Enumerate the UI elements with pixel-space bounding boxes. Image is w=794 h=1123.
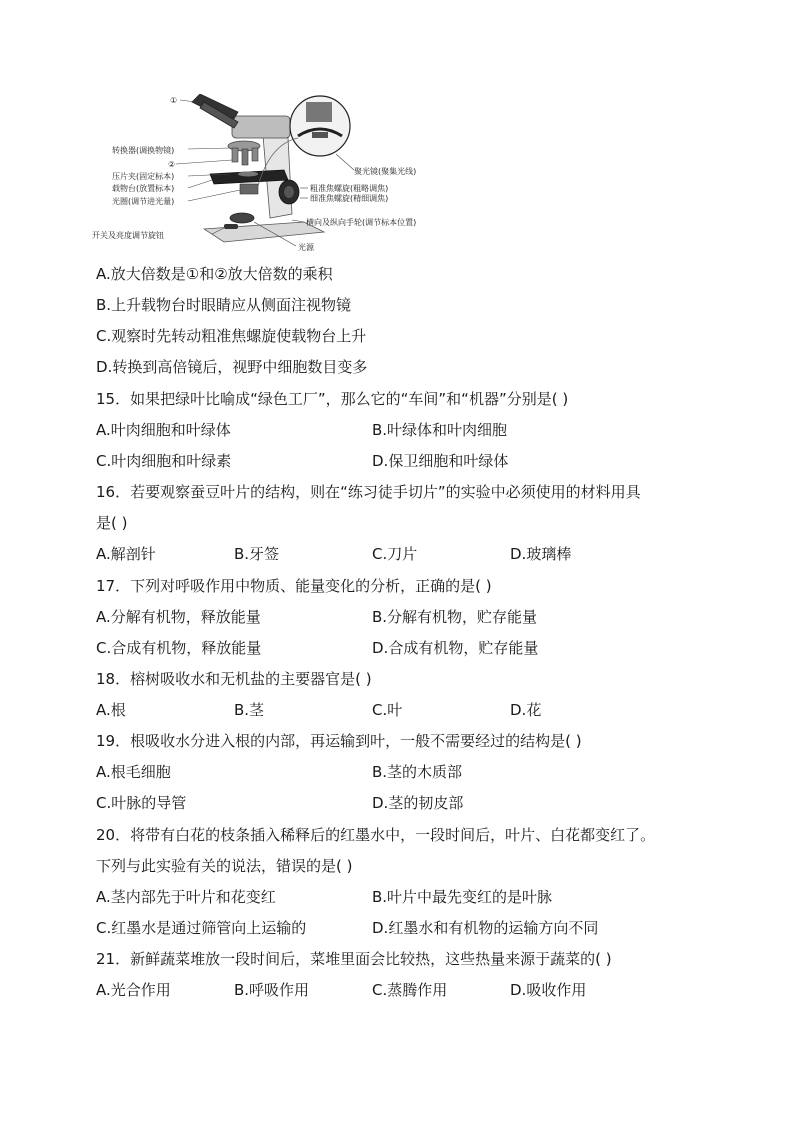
q20-option-b: B.叶片中最先变红的是叶脉 (372, 888, 553, 906)
label-stage: 载物台(放置标本) (112, 184, 175, 193)
q16-option-b: B.牙签 (234, 545, 280, 563)
q21-option-d: D.吸收作用 (510, 981, 587, 999)
q14-option-d: D.转换到高倍镜后，视野中细胞数目变多 (96, 358, 368, 376)
q19-option-d: D.茎的韧皮部 (372, 794, 464, 812)
q15-option-d: D.保卫细胞和叶绿体 (372, 452, 509, 470)
q21-option-a: A.光合作用 (96, 981, 171, 999)
label-knob: 横向及纵向手轮(调节标本位置) (306, 218, 417, 227)
q17-stem: 17．下列对呼吸作用中物质、能量变化的分析，正确的是( ) (96, 577, 492, 595)
microscope-figure (92, 94, 442, 264)
q20-option-c: C.红墨水是通过筛管向上运输的 (96, 919, 307, 937)
label-circle1: ① (170, 96, 178, 105)
q18-option-a: A.根 (96, 701, 126, 719)
q16-stem-line2: 是( ) (96, 514, 128, 532)
q16-option-a: A.解剖针 (96, 545, 156, 563)
label-clip: 压片夹(固定标本) (112, 172, 175, 181)
q14-option-b: B.上升载物台时眼睛应从侧面注视物镜 (96, 296, 352, 314)
label-fine: 细准焦螺旋(精细调焦) (310, 194, 389, 203)
q18-option-d: D.花 (510, 701, 542, 719)
q17-option-d: D.合成有机物，贮存能量 (372, 639, 539, 657)
q15-option-b: B.叶绿体和叶肉细胞 (372, 421, 508, 439)
label-aperture: 光圈(调节进光量) (112, 197, 175, 206)
label-condenser: 聚光镜(聚集光线) (354, 167, 417, 176)
label-switch: 开关及亮度调节旋钮 (92, 231, 164, 240)
q15-stem: 15．如果把绿叶比喻成“绿色工厂”，那么它的“车间”和“机器”分别是( ) (96, 390, 569, 408)
q17-option-c: C.合成有机物，释放能量 (96, 639, 262, 657)
q16-option-c: C.刀片 (372, 545, 418, 563)
q16-stem-line1: 16．若要观察蚕豆叶片的结构，则在“练习徒手切片”的实验中必须使用的材料用具 (96, 483, 641, 501)
q20-option-d: D.红墨水和有机物的运输方向不同 (372, 919, 599, 937)
q15-option-c: C.叶肉细胞和叶绿素 (96, 452, 232, 470)
q20-stem-line2: 下列与此实验有关的说法，错误的是( ) (96, 857, 353, 875)
q17-option-a: A.分解有机物，释放能量 (96, 608, 261, 626)
q21-option-c: C.蒸腾作用 (372, 981, 448, 999)
q18-option-b: B.茎 (234, 701, 265, 719)
label-light: 光源 (298, 243, 314, 252)
q19-stem: 19．根吸收水分进入根的内部，再运输到叶，一般不需要经过的结构是( ) (96, 732, 582, 750)
q20-stem-line1: 20．将带有白花的枝条插入稀释后的红墨水中，一段时间后，叶片、白花都变红了。 (96, 826, 656, 844)
q19-option-a: A.根毛细胞 (96, 763, 171, 781)
q19-option-b: B.茎的木质部 (372, 763, 463, 781)
q18-stem: 18．榕树吸收水和无机盐的主要器官是( ) (96, 670, 372, 688)
label-circle2: ② (168, 160, 176, 169)
q18-option-c: C.叶 (372, 701, 403, 719)
q20-option-a: A.茎内部先于叶片和花变红 (96, 888, 276, 906)
q14-option-a: A.放大倍数是①和②放大倍数的乘积 (96, 265, 333, 283)
microscope-illustration (92, 94, 442, 264)
label-coarse: 粗准焦螺旋(粗略调焦) (310, 184, 389, 193)
q17-option-b: B.分解有机物，贮存能量 (372, 608, 538, 626)
q21-option-b: B.呼吸作用 (234, 981, 310, 999)
q14-option-c: C.观察时先转动粗准焦螺旋使载物台上升 (96, 327, 367, 345)
q19-option-c: C.叶脉的导管 (96, 794, 187, 812)
q15-option-a: A.叶肉细胞和叶绿体 (96, 421, 231, 439)
q21-stem: 21．新鲜蔬菜堆放一段时间后，菜堆里面会比较热，这些热量来源于蔬菜的( ) (96, 950, 612, 968)
q16-option-d: D.玻璃棒 (510, 545, 572, 563)
label-converter: 转换器(调换物镜) (112, 146, 175, 155)
